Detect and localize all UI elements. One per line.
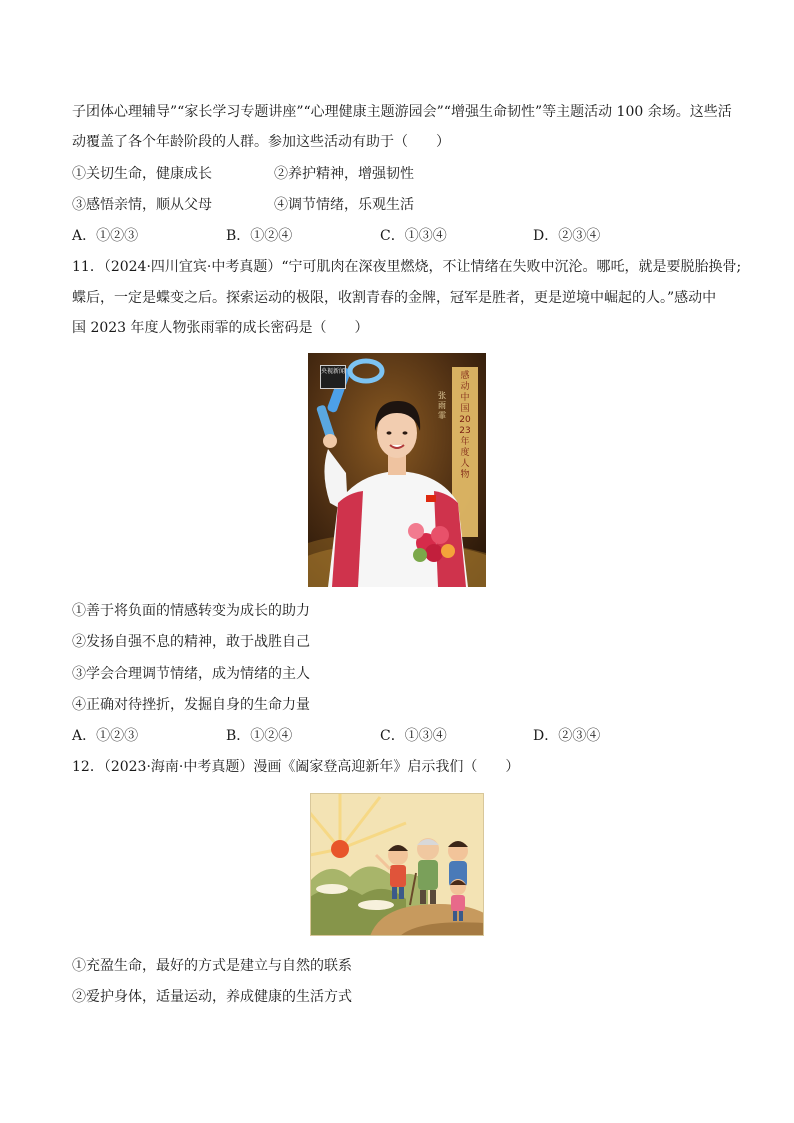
- q11-item-4: ④正确对待挫折，发掘自身的生命力量: [72, 697, 310, 713]
- q11-options: [72, 726, 732, 746]
- q11-photo: [308, 353, 486, 587]
- q12-item-1: ①充盈生命，最好的方式是建立与自然的联系: [72, 958, 352, 974]
- q10-options: [72, 226, 732, 246]
- q10-option-a[interactable]: A．①②③: [72, 228, 139, 244]
- q10-option-c[interactable]: C．①③④: [380, 228, 447, 244]
- q10-item-2: ②养护精神，增强韧性: [274, 166, 414, 182]
- q11-option-b[interactable]: B．①②④: [226, 728, 293, 744]
- q10-option-d[interactable]: D．②③④: [533, 228, 601, 244]
- photo-person-name: 张雨霏: [438, 391, 446, 420]
- q11-item-1: ①善于将负面的情感转变为成长的助力: [72, 603, 310, 619]
- q11-option-a[interactable]: A．①②③: [72, 728, 139, 744]
- q12-item-2: ②爱护身体，适量运动，养成健康的生活方式: [72, 989, 352, 1005]
- q11-item-2: ②发扬自强不息的精神，敢于战胜自己: [72, 634, 310, 650]
- q11-item-3: ③学会合理调节情绪，成为情绪的主人: [72, 666, 310, 682]
- q12-cartoon: [310, 793, 484, 936]
- q10-items-row-1: [72, 164, 732, 184]
- photo-vertical-title: 感动中国 2023 年度人物: [459, 371, 471, 480]
- q10-stem-line-2: 动覆盖了各个年龄阶段的人群。参加这些活动有助于（ ）: [72, 134, 450, 150]
- q10-item-1: ①关切生命，健康成长: [72, 166, 212, 182]
- q10-item-3: ③感悟亲情，顺从父母: [72, 197, 212, 213]
- q10-items-row-2: [72, 195, 732, 215]
- q11-option-d[interactable]: D．②③④: [533, 728, 601, 744]
- q11-stem-line-3: 国 2023 年度人物张雨霏的成长密码是（ ）: [72, 320, 369, 336]
- q11-stem-line-1: 11．（2024·四川宜宾·中考真题）“宁可肌肉在深夜里燃烧，不让情绪在失败中沉沦。哪吒，就是要脱胎换骨;: [72, 259, 742, 275]
- q11-stem-line-2: 蝶后，一定是蝶变之后。探索运动的极限，收割青春的金牌，冠军是胜者，更是逆境中崛起的人。”感动中: [72, 290, 717, 306]
- cctv-news-logo: 央视新闻: [320, 365, 346, 389]
- q12-stem-line-1: 12．（2023·海南·中考真题）漫画《阖家登高迎新年》启示我们（ ）: [72, 759, 520, 775]
- q10-stem-line-1: 子团体心理辅导”“家长学习专题讲座”“心理健康主题游园会”“增强生命韧性”等主题活动 100 余场。这些活: [72, 104, 732, 120]
- q11-option-c[interactable]: C．①③④: [380, 728, 447, 744]
- q10-item-4: ④调节情绪，乐观生活: [274, 197, 414, 213]
- q10-option-b[interactable]: B．①②④: [226, 228, 293, 244]
- q12-cartoon-illustration: [310, 793, 484, 936]
